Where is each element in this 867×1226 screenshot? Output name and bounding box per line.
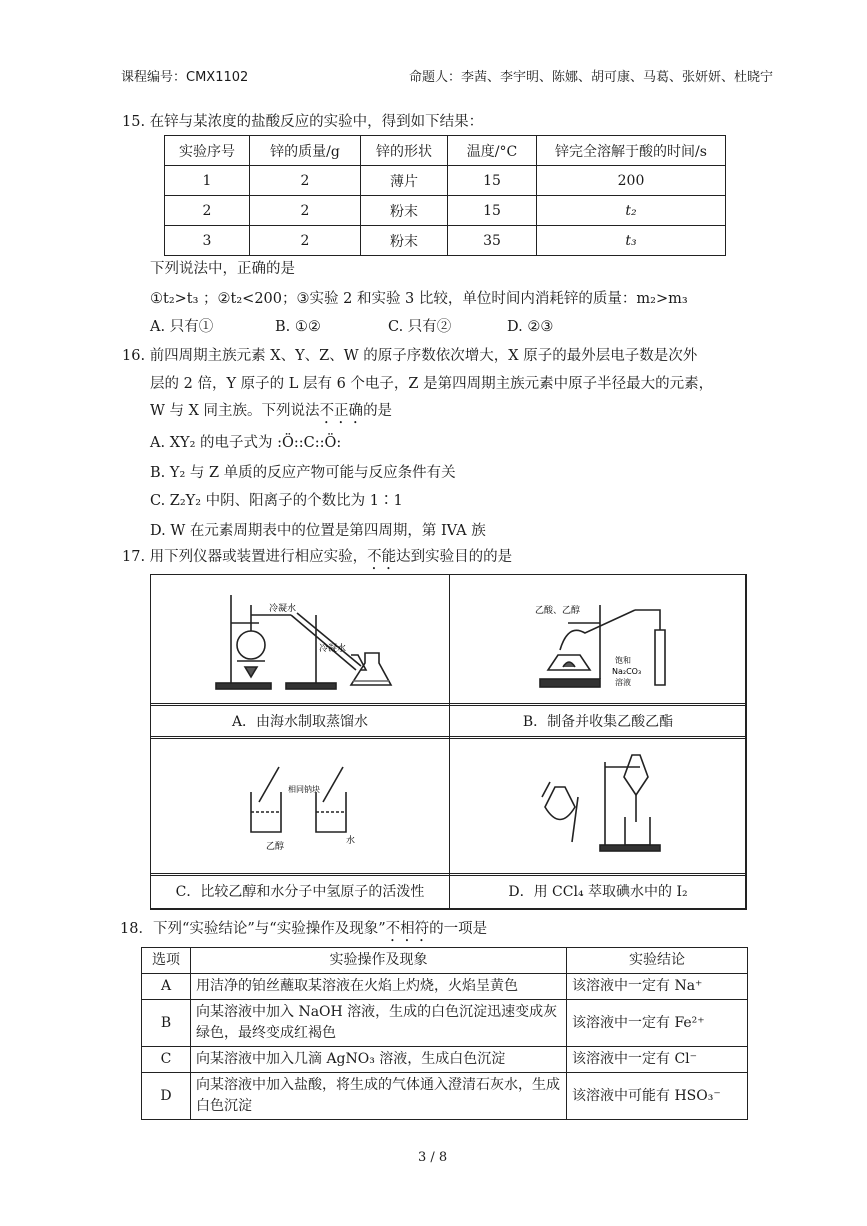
caption-c: C．比较乙醇和水分子中氢原子的活泼性	[175, 884, 425, 900]
caption-cell-c	[150, 873, 450, 910]
label-same-sodium: 相同钠块	[288, 785, 320, 794]
emphasis: 不能	[367, 549, 397, 565]
q18-table	[141, 947, 748, 1120]
table-row	[142, 1000, 748, 1047]
q15-option-a: A. 只有①	[150, 319, 214, 335]
table-header: 实验结论	[567, 948, 748, 974]
table-header-row	[165, 136, 726, 166]
table-cell: C	[142, 1047, 191, 1073]
extraction-diagram	[450, 737, 746, 875]
q15-option-b: B. ①②	[275, 319, 321, 335]
label-na2co3: Na₂CO₃	[612, 667, 642, 676]
page-number: 3 / 8	[418, 1150, 448, 1165]
label-water: 水	[346, 836, 356, 846]
q16-option-c: C. Z₂Y₂ 中阴、阳离子的个数比为 1∶1	[150, 493, 403, 509]
table-row	[165, 196, 726, 226]
table-row	[142, 1047, 748, 1073]
table-header: 实验序号	[165, 136, 250, 166]
esterification-diagram	[450, 575, 746, 705]
label-condense-in: 冷凝水	[269, 604, 297, 614]
label-ethanol: 乙醇	[266, 842, 285, 852]
table-cell: 2	[165, 196, 250, 226]
table-cell: 该溶液中可能有 HSO₃⁻	[567, 1073, 748, 1120]
label-solution: 溶液	[615, 678, 631, 687]
q15-prompt: 下列说法中，正确的是	[150, 261, 295, 277]
caption-cell-d	[449, 873, 747, 910]
q15-option-c: C. 只有②	[388, 319, 452, 335]
q15-statements: ①t₂>t₃ ；②t₂<200；③实验 2 和实验 3 比较，单位时间内消耗锌的质量：m₂>m₃	[150, 291, 688, 307]
table-header: 温度/°C	[448, 136, 537, 166]
table-header-row	[142, 948, 748, 974]
q15-table	[164, 135, 726, 256]
q15-option-d: D. ②③	[507, 319, 554, 335]
table-cell: 2	[250, 196, 361, 226]
table-row	[142, 974, 748, 1000]
table-cell: t₂	[537, 196, 726, 226]
table-cell: 15	[448, 166, 537, 196]
table-cell: 粉末	[361, 226, 448, 256]
emphasis: 不相符	[385, 921, 430, 937]
authors: 命题人：李茜、李宇明、陈娜、胡可康、马葛、张妍妍、杜晓宁	[409, 70, 774, 85]
table-header: 锌的质量/g	[250, 136, 361, 166]
table-row	[165, 226, 726, 256]
table-cell: 向某溶液中加入盐酸，将生成的气体通入澄清石灰水，生成白色沉淀	[191, 1073, 567, 1120]
label-saturated: 饱和	[615, 656, 631, 665]
emphasis: 不正确	[319, 403, 364, 419]
table-cell: 该溶液中一定有 Na⁺	[567, 974, 748, 1000]
caption-d: D．用 CCl₄ 萃取碘水中的 I₂	[508, 884, 688, 900]
table-cell: 薄片	[361, 166, 448, 196]
sodium-comparison-diagram	[151, 737, 449, 875]
q16-option-b: B. Y₂ 与 Z 单质的反应产物可能与反应条件有关	[150, 465, 456, 481]
table-cell: 向某溶液中加入 NaOH 溶液，生成的白色沉淀迅速变成灰绿色，最终变成红褐色	[191, 1000, 567, 1047]
table-header: 选项	[142, 948, 191, 974]
table-header: 锌的形状	[361, 136, 448, 166]
table-cell: A	[142, 974, 191, 1000]
table-cell: 2	[250, 166, 361, 196]
label-condense-out: 冷凝水	[319, 644, 347, 654]
table-cell: 3	[165, 226, 250, 256]
table-cell: 该溶液中一定有 Cl⁻	[567, 1047, 748, 1073]
q16-stem-line3: W 与 X 同主族。下列说法不正确的是	[150, 403, 393, 419]
table-cell: 1	[165, 166, 250, 196]
caption-a: A．由海水制取蒸馏水	[231, 714, 369, 730]
table-cell: 2	[250, 226, 361, 256]
q15-stem: 15. 在锌与某浓度的盐酸反应的实验中，得到如下结果：	[122, 114, 484, 130]
q17-apparatus-grid	[150, 574, 746, 909]
table-cell: B	[142, 1000, 191, 1047]
q17-stem: 17. 用下列仪器或装置进行相应实验，不能达到实验目的的是	[122, 549, 513, 565]
table-cell: t₃	[537, 226, 726, 256]
table-cell: 用洁净的铂丝蘸取某溶液在火焰上灼烧，火焰呈黄色	[191, 974, 567, 1000]
table-row	[142, 1073, 748, 1120]
caption-cell-b	[449, 703, 747, 739]
table-cell: 该溶液中一定有 Fe²⁺	[567, 1000, 748, 1047]
q16-option-d: D. W 在元素周期表中的位置是第四周期，第 IVA 族	[150, 523, 486, 539]
table-cell: 向某溶液中加入几滴 AgNO₃ 溶液，生成白色沉淀	[191, 1047, 567, 1073]
caption-b: B．制备并收集乙酸乙酯	[522, 714, 674, 730]
q16-option-a: A. XY₂ 的电子式为 :Ö::C::Ö:	[150, 435, 342, 451]
apparatus-a	[150, 574, 450, 706]
q16-stem-line1: 16. 前四周期主族元素 X、Y、Z、W 的原子序数依次增大，X 原子的最外层电子数是次外	[122, 348, 698, 364]
label-acid-alcohol: 乙酸、乙醇	[535, 606, 581, 616]
apparatus-c	[150, 736, 450, 876]
table-cell: 15	[448, 196, 537, 226]
table-header: 实验操作及现象	[191, 948, 567, 974]
q18-stem: 18．下列“实验结论”与“实验操作及现象”不相符的一项是	[120, 921, 488, 937]
table-cell: 粉末	[361, 196, 448, 226]
caption-cell-a	[150, 703, 450, 739]
q16-stem-line2: 层的 2 倍，Y 原子的 L 层有 6 个电子，Z 是第四周期主族元素中原子半径最大的元素，	[150, 376, 714, 392]
table-header: 锌完全溶解于酸的时间/s	[537, 136, 726, 166]
table-cell: D	[142, 1073, 191, 1120]
table-row	[165, 166, 726, 196]
apparatus-b	[449, 574, 747, 706]
table-cell: 200	[537, 166, 726, 196]
table-cell: 35	[448, 226, 537, 256]
apparatus-d	[449, 736, 747, 876]
distillation-diagram	[151, 575, 449, 705]
course-code: 课程编号：CMX1102	[121, 70, 249, 85]
